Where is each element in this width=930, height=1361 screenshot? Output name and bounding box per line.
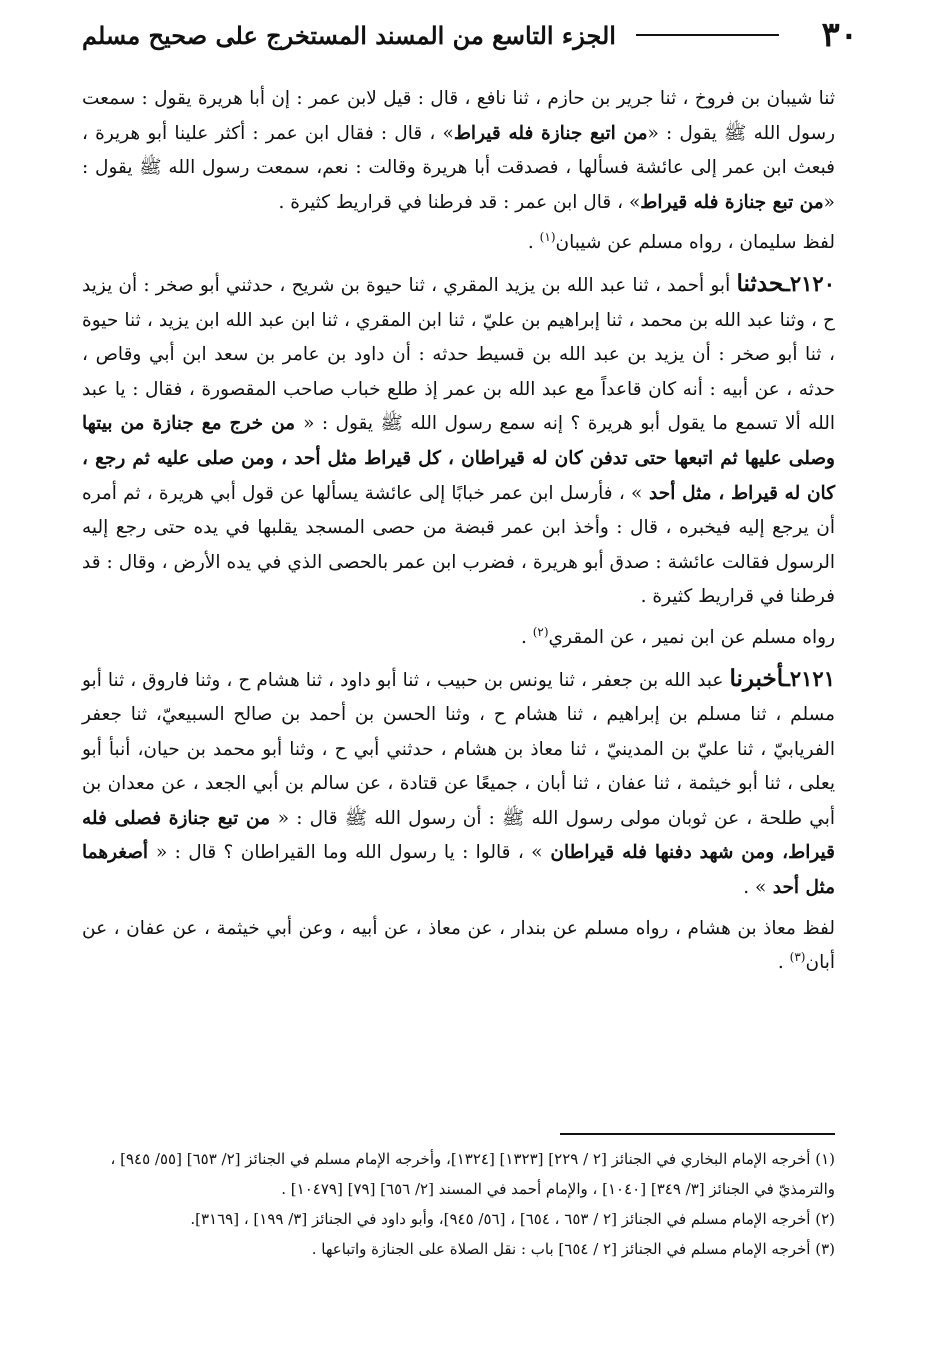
footnote-ref-1[interactable]: (١) [539, 230, 556, 245]
hadith-number: ٢١٢١ـ [783, 665, 835, 691]
narration-text: » ، قالوا : يا رسول الله وما القيراطان ؟ قال : « [156, 842, 543, 864]
narration-text: » ، قال ابن عمر : قد فرطنا في قراريط كثيرة . [278, 191, 641, 213]
end-mark: . [520, 626, 533, 648]
hadith-number: ٢١٢٠ـ [783, 270, 835, 296]
isnad-text: ثنا شيبان بن فروخ ، ثنا جرير بن حازم ، ثنا نافع ، قال : قيل لابن عمر : إن أبا هريرة يقول : سمعت رسول الله ﷺ يقول : « [82, 88, 835, 144]
main-text [82, 82, 835, 987]
header-rule [636, 34, 780, 36]
hadith-text-bold: أصغرهما مثل أحد [82, 842, 835, 899]
running-title: الجزء التاسع من المسند المستخرج على صحيح مسلم [82, 20, 616, 50]
hadith-opening-word: حدثنا [736, 269, 784, 297]
footnote-ref-3[interactable]: (٣) [789, 950, 806, 965]
footnote-1: (١) أخرجه الإمام البخاري في الجنائز [٢ / ٢٢٩] [١٣٢٣] [١٣٢٤]، وأخرجه الإمام مسلم في الجنائز [٢/ ٦٥٣] [٥٥/ ٩٤٥] ، والترمذيّ في الجنائز [٣/ ٣٤٩] [١٠٤٠] ، والإمام أحمد في المسند [٢/ ٦٥٦] [٧٩] [١٠٤٧٩] . [110, 1150, 835, 1198]
narration-text: » . [743, 877, 767, 899]
hadith-text-bold: من خرج مع جنازة من بيتها وصلى عليها ثم اتبعها حتى تدفن كان له قيراطان ، كل قيراط مثل أحد ، ومن صلى عليه ثم رجع ، كان له قيراط ، مثل أحد [82, 413, 835, 504]
end-mark: . [527, 232, 540, 254]
hadith-text-bold: من تبع جنازة فصلى فله قيراط، ومن شهد دفنها فله قيراطان [82, 807, 835, 864]
footnote-separator [560, 1133, 835, 1135]
attribution-text: رواه مسلم عن ابن نمير ، عن المقري [548, 626, 835, 648]
paragraph-4 [82, 621, 835, 656]
paragraph-1 [82, 82, 835, 220]
hadith-2120 [82, 267, 835, 615]
footnote-3: (٣) أخرجه الإمام مسلم في الجنائز [٢ / ٦٥٤] باب : نقل الصلاة على الجنازة واتباعها . [311, 1240, 835, 1258]
end-mark: . [777, 952, 790, 974]
attribution-text: لفظ معاذ بن هشام ، رواه مسلم عن بندار ، عن معاذ ، عن أبيه ، وعن أبي خيثمة ، عن عفان ، عن أبان [82, 917, 835, 974]
footnote-2: (٢) أخرجه الإمام مسلم في الجنائز [٢ / ٦٥٣ ، ٦٥٤] ، [٥٦/ ٩٤٥]، وأبو داود في الجنائز [٣/ ١٩٩] ، [٣١٦٩]. [190, 1210, 835, 1228]
hadith-opening-word: أخبرنا [729, 664, 784, 692]
paragraph-6 [82, 912, 835, 981]
footnotes [82, 1144, 835, 1264]
page-header [82, 12, 858, 58]
footnote-ref-2[interactable]: (٢) [532, 624, 549, 639]
isnad-text: عبد الله بن جعفر ، ثنا يونس بن حبيب ، ثنا أبو داود ، ثنا هشام ح ، وثنا فاروق ، ثنا أبو مسلم ، ثنا مسلم بن إبراهيم ، ثنا هشام ح ، وثنا الحسن بن أحمد بن صالح السبيعيّ، ثنا جعفر الفريابيّ ، ثنا عليّ بن المدينيّ ، ثنا معاذ بن هشام ، حدثني أبي ح ، وثنا أبو محمد بن حيان، أنبأ أبو يعلى ، ثنا أبو خيثمة ، ثنا عفان ، ثنا أبان ، جميعًا عن قتادة ، عن سالم بن أبي الجعد ، عن معدان بن أبي طلحة ، عن ثوبان مولى رسول الله ﷺ : أن رسول الله ﷺ قال : « [82, 669, 835, 829]
isnad-text: أبو أحمد ، ثنا عبد الله بن يزيد المقري ، ثنا حيوة بن شريح ، حدثني أبو صخر : أن يزيد ح ، وثنا عبد الله بن محمد ، ثنا إبراهيم بن عليّ ، ثنا ابن المقري ، ثنا ابن عبد الله ابن يزيد ، ثنا حيوة ، ثنا أبو صخر : أن يزيد بن عبد الله بن قسيط حدثه : أن داود بن عامر بن سعد ابن أبي وقاص ، حدثه ، عن أبيه : أنه كان قاعداً مع عبد الله بن عمر إذ طلع خباب صاحب المقصورة ، فقال : يا عبد الله ألا تسمع ما يقول أبو هريرة ؟ إنه سمع رسول الله ﷺ يقول : « [82, 274, 835, 435]
hadith-text-bold: من اتبع جنازة فله قيراط [453, 122, 648, 144]
narration-text: » ، قال : فقال ابن عمر : أكثر علينا أبو هريرة ، فبعث ابن عمر إلى عائشة فسألها ، فصدقت أبا هريرة وقالت : نعم، سمعت رسول الله ﷺ يقول : « [82, 122, 835, 213]
page-number: ٣٠ [821, 15, 858, 55]
attribution-text: لفظ سليمان ، رواه مسلم عن شيبان [555, 232, 835, 254]
hadith-text-bold: من تبع جنازة فله قيراط [640, 191, 824, 213]
hadith-2121 [82, 662, 835, 906]
narration-text: » ، فأرسل ابن عمر خبابًا إلى عائشة يسألها عن قول أبي هريرة ، ثم أمره أن يرجع إليه فيخبره ، قال : وأخذ ابن عمر قبضة من حصى المسجد يقلبها في يده حتى رجع إليه الرسول فقالت عائشة : صدق أبو هريرة ، فضرب ابن عمر بالحصى الذي في يده الأرض ، وقال : قد فرطنا في قراريط كثيرة . [82, 482, 835, 608]
paragraph-2 [82, 226, 835, 261]
